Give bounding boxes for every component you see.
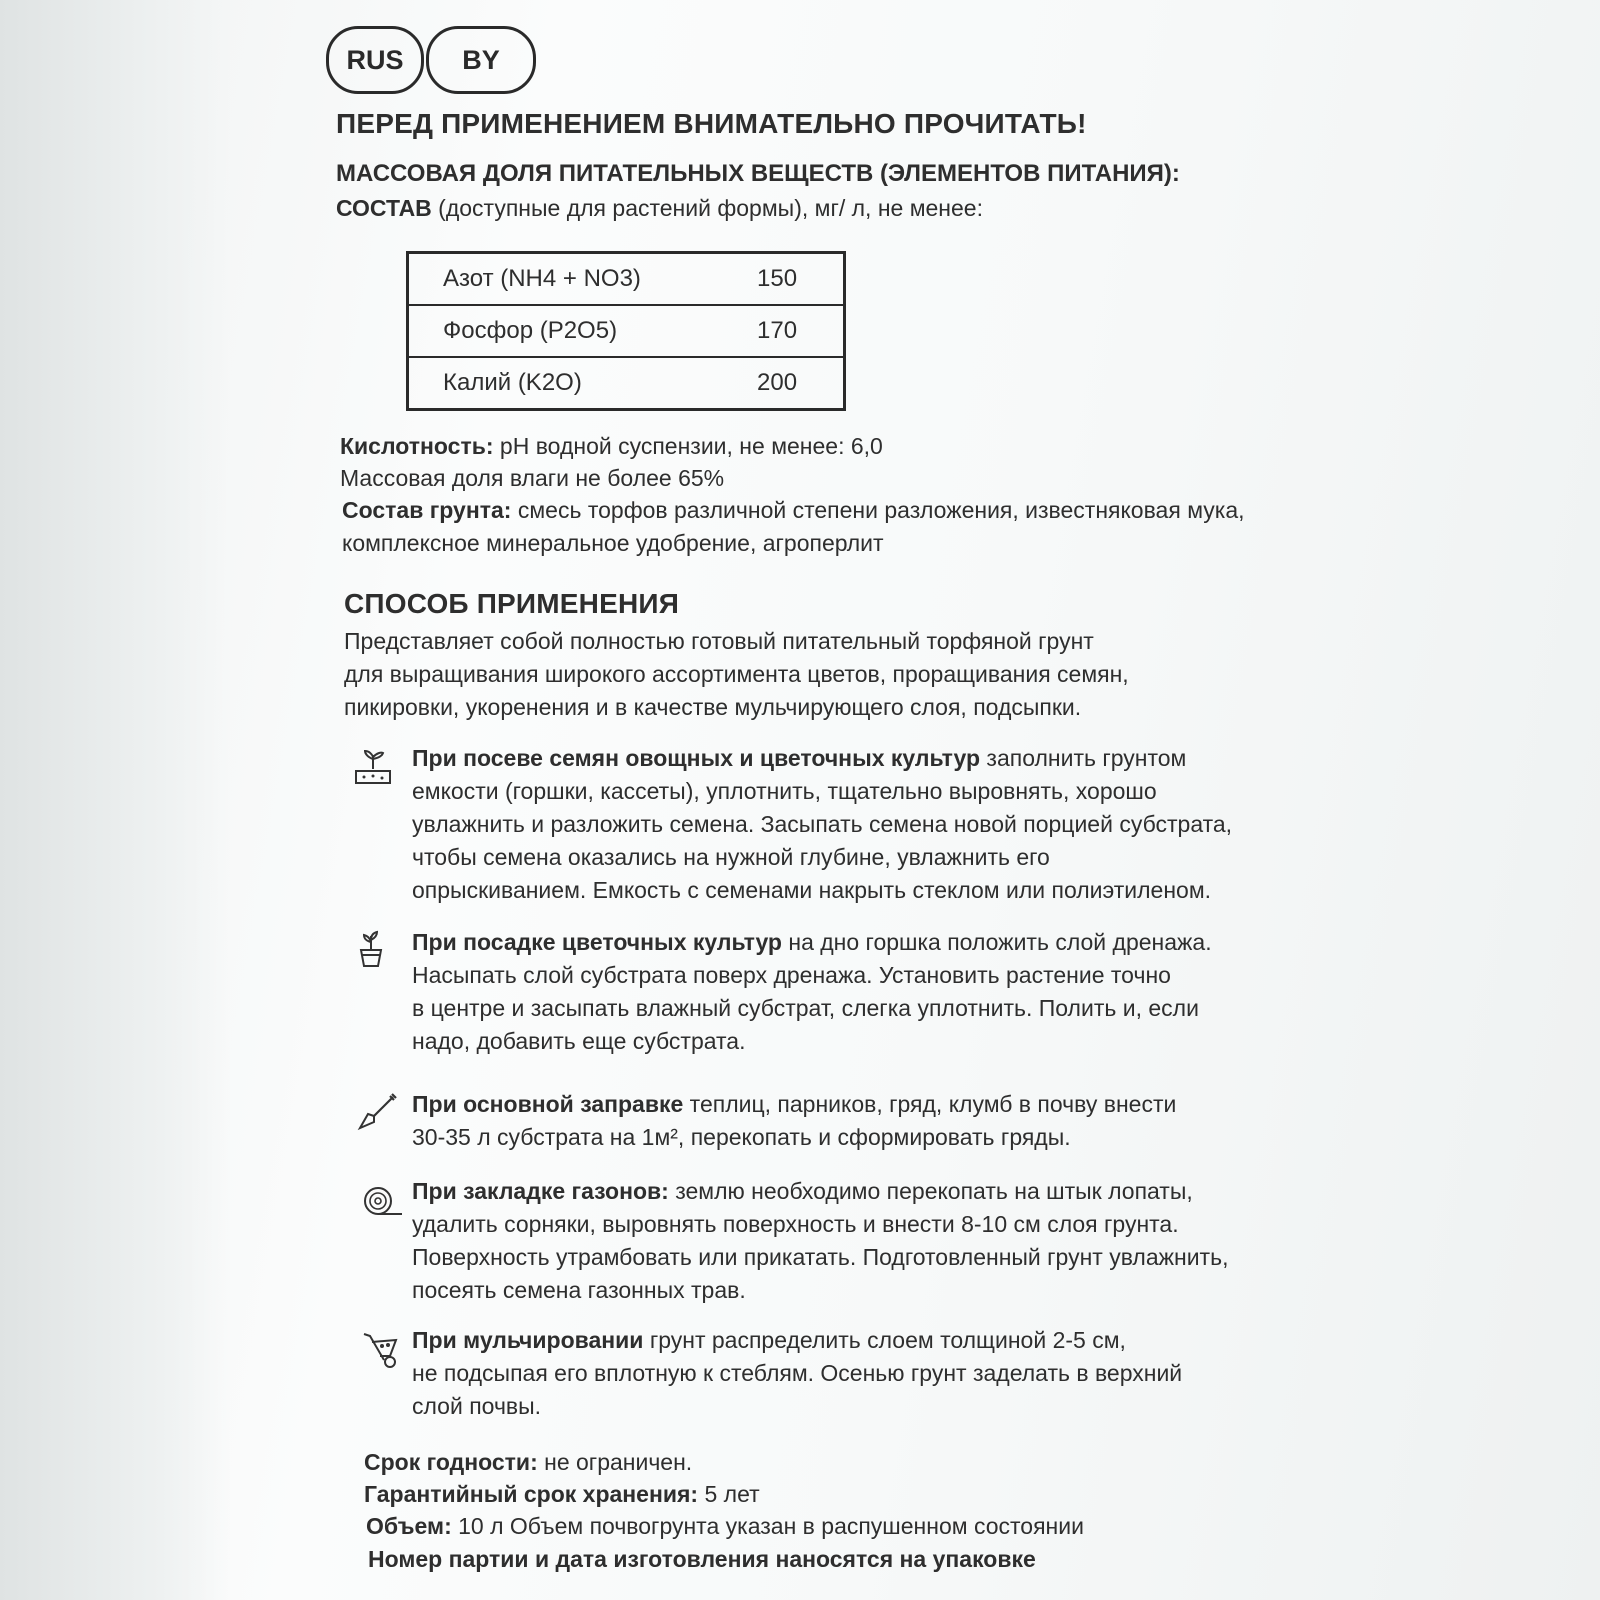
instruction-line: 30-35 л субстрата на 1м², перекопать и сформировать гряды. [412, 1124, 1071, 1150]
nutrient-value: 150 [757, 265, 798, 292]
usage-intro-line: Представляет собой полностью готовый питательный торфяной грунт [344, 628, 1094, 654]
usage-title: СПОСОБ ПРИМЕНЕНИЯ [344, 588, 680, 619]
instruction-line: При основной заправке теплиц, парников, гряд, клумб в почву внести [412, 1091, 1177, 1117]
nutrient-table [406, 251, 846, 411]
instruction-line: Насыпать слой субстрата поверх дренажа. Установить растение точно [412, 962, 1171, 988]
warning-heading: ПЕРЕД ПРИМЕНЕНИЕМ ВНИМАТЕЛЬНО ПРОЧИТАТЬ! [336, 108, 1087, 139]
instruction-mulching [412, 1324, 1412, 1423]
nutrients-title: МАССОВАЯ ДОЛЯ ПИТАТЕЛЬНЫХ ВЕЩЕСТВ (ЭЛЕМЕНТОВ ПИТАНИЯ): [336, 160, 1180, 187]
instruction-planting [412, 926, 1412, 1058]
instruction-line: посеять семена газонных трав. [412, 1277, 746, 1303]
soil-composition-line: Состав грунта: смесь торфов различной степени разложения, известняковая мука, [342, 497, 1245, 523]
table-row [408, 253, 845, 306]
instruction-main-dressing [412, 1088, 1412, 1154]
package-fold-shadow [0, 0, 230, 1600]
instruction-line: При закладке газонов: землю необходимо перекопать на штык лопаты, [412, 1178, 1193, 1204]
table-row [408, 305, 845, 357]
instruction-line: чтобы семена оказались на нужной глубине, увлажнить его [412, 844, 1050, 870]
instruction-line: емкости (горшки, кассеты), уплотнить, тщательно выровнять, хорошо [412, 778, 1157, 804]
moisture-line: Массовая доля влаги не более 65% [340, 465, 725, 491]
lang-badge-by: BY [426, 26, 536, 94]
instruction-line: надо, добавить еще субстрата. [412, 1028, 746, 1054]
usage-intro-line: пикировки, укоренения и в качестве мульчирующего слоя, подсыпки. [344, 694, 1082, 720]
instruction-sowing [412, 742, 1412, 907]
soil-composition-line-2: комплексное минеральное удобрение, агроперлит [342, 530, 884, 556]
shovel-icon [356, 1090, 398, 1132]
storage-line: Гарантийный срок хранения: 5 лет [364, 1481, 760, 1507]
batch-line: Номер партии и дата изготовления наносятся на упаковке [368, 1546, 1036, 1572]
instruction-line: При посадке цветочных культур на дно горшка положить слой дренажа. [412, 929, 1212, 955]
lang-badge-rus: RUS [326, 26, 424, 94]
usage-intro-line: для выращивания широкого ассортимента цветов, проращивания семян, [344, 661, 1129, 687]
composition-line: СОСТАВ (доступные для растений формы), мг/ л, не менее: [336, 195, 983, 221]
lawn-roll-icon [362, 1180, 404, 1222]
instruction-lawn [412, 1175, 1412, 1307]
instruction-line: удалить сорняки, выровнять поверхность и внести 8-10 см слоя грунта. [412, 1211, 1179, 1237]
table-row [408, 357, 845, 410]
nutrient-name: Калий (K2O) [408, 357, 758, 410]
acidity-line: Кислотность: pH водной суспензии, не менее: 6,0 [340, 433, 883, 459]
instruction-line: опрыскиванием. Емкость с семенами накрыть стеклом или полиэтиленом. [412, 877, 1212, 903]
instruction-line: в центре и засыпать влажный субстрат, слегка уплотнить. Полить и, если [412, 995, 1199, 1021]
instruction-line: Поверхность утрамбовать или прикатать. Подготовленный грунт увлажнить, [412, 1244, 1229, 1270]
instruction-line: увлажнить и разложить семена. Засыпать семена новой порцией субстрата, [412, 811, 1233, 837]
instruction-line: При мульчировании грунт распределить слоем толщиной 2-5 см, [412, 1327, 1126, 1353]
instruction-line: не подсыпая его вплотную к стеблям. Осенью грунт заделать в верхний [412, 1360, 1183, 1386]
nutrient-value: 200 [757, 357, 845, 410]
instruction-line: При посеве семян овощных и цветочных культур заполнить грунтом [412, 745, 1187, 771]
instruction-line: слой почвы. [412, 1393, 542, 1419]
seedling-soil-icon [352, 745, 394, 787]
nutrient-name: Азот (NH4 + NO3) [443, 265, 641, 292]
nutrient-value: 170 [757, 305, 845, 357]
shelf-life-line: Срок годности: не ограничен. [364, 1449, 693, 1475]
nutrient-name: Фосфор (P2O5) [408, 305, 758, 357]
potted-plant-icon [350, 928, 392, 970]
wheelbarrow-icon [362, 1328, 404, 1370]
volume-line: Объем: 10 л Объем почвогрунта указан в распушенном состоянии [366, 1513, 1084, 1539]
